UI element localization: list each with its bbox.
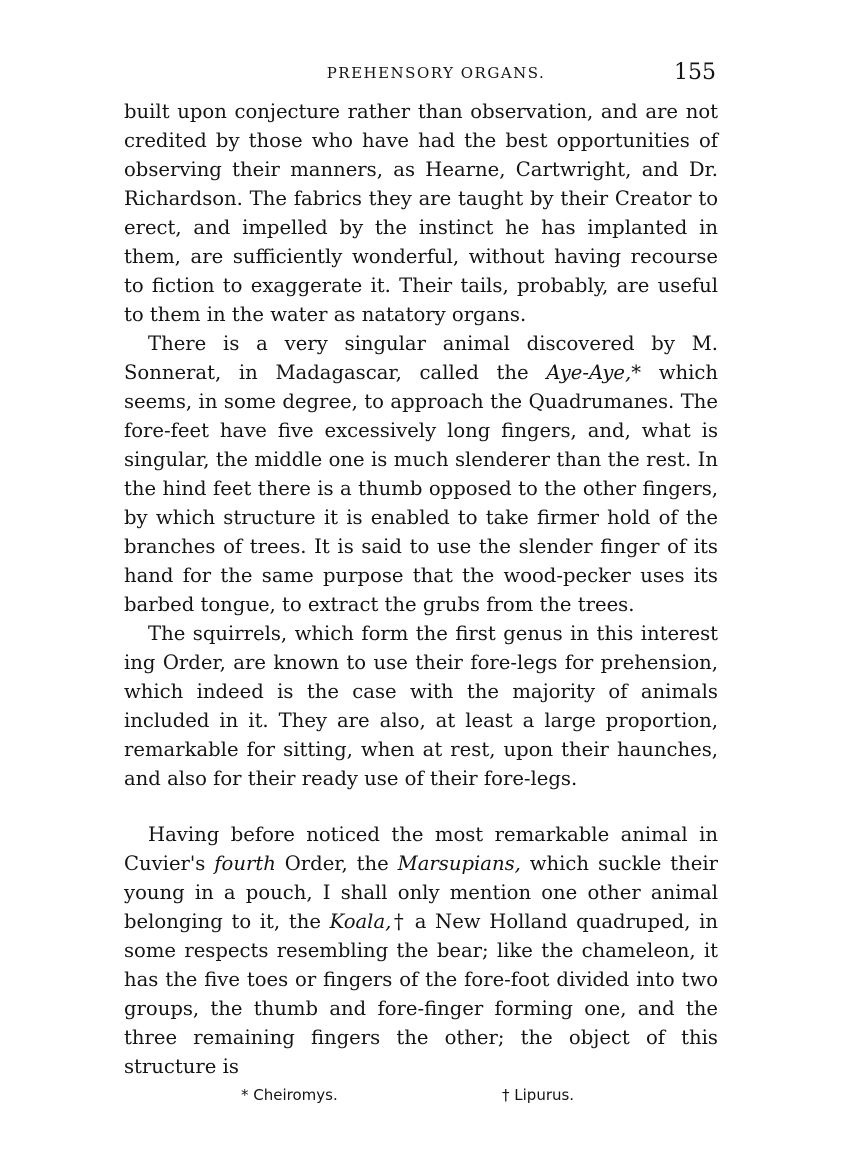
book-page bbox=[124, 56, 718, 1108]
italic-term-aye-aye: Aye-Aye, bbox=[546, 361, 632, 384]
paragraph-text: which suckle their young in a pouch, I shall only mention one other animal belonging to it, the bbox=[124, 852, 718, 933]
footnote-mark: * bbox=[631, 361, 642, 384]
paragraph-text: Having before noticed the most remarkable animal in Cuvier's bbox=[124, 823, 718, 875]
running-head bbox=[124, 56, 718, 90]
body-text bbox=[124, 97, 718, 1081]
italic-term-marsupians: Marsupians, bbox=[397, 852, 521, 875]
paragraph-text: Order, the bbox=[275, 852, 398, 875]
italic-term-fourth: fourth bbox=[214, 852, 276, 875]
running-title: PREHENSORY ORGANS. bbox=[326, 64, 546, 82]
paragraph-marsupians bbox=[124, 820, 718, 1081]
footnote-lipurus: † Lipurus. bbox=[502, 1086, 575, 1104]
footnotes bbox=[124, 1082, 718, 1108]
paragraph-text: which seems, in some degree, to approach the Quadrumanes. The fore-feet have five excessively long fingers, and, what is singular, the middle one is much slenderer than the rest. In the hind feet there is a thumb opposed to the other fingers, by which structure it is enabled to take firmer hold of the branches of trees. It is said to use the slender finger of its hand for the same purpose that the wood-pecker uses its barbed tongue, to extract the grubs from the trees. bbox=[124, 361, 718, 616]
footnote-mark: † bbox=[391, 910, 407, 933]
paragraph-text: There is a very singular animal discovered by M. Sonnerat, in Madagascar, called the bbox=[124, 332, 718, 384]
italic-term-koala: Koala, bbox=[329, 910, 392, 933]
paragraph-aye-aye bbox=[124, 329, 718, 619]
footnote-cheiromys: * Cheiromys. bbox=[241, 1086, 338, 1104]
page-number: 155 bbox=[674, 60, 716, 85]
paragraph-squirrels: The squirrels, which form the first genus in this interest ing Order, are known to use their fore-legs for prehension, which indeed is the case with the majority of animals included in it. They are also, at least a large proportion, remarkable for sitting, when at rest, upon their haunches, and also for their ready use of their fore-legs. bbox=[124, 622, 718, 790]
paragraph-beaver: built upon conjecture rather than observation, and are not credited by those who have had the best opportunities of observing their manners, as Hearne, Cartwright, and Dr. Richardson. The fabrics they are taught by their Creator to erect, and impelled by the instinct he has implanted in them, are sufficiently wonderful, without having recourse to fiction to exaggerate it. Their tails, probably, are useful to them in the water as natatory organs. bbox=[124, 100, 718, 326]
paragraph-text: a New Holland quadruped, in some respects resembling the bear; like the chameleon, it has the five toes or fingers of the fore-foot divided into two groups, the thumb and fore-finger forming one, and the three remaining fingers the other; the object of this structure is bbox=[124, 910, 718, 1078]
